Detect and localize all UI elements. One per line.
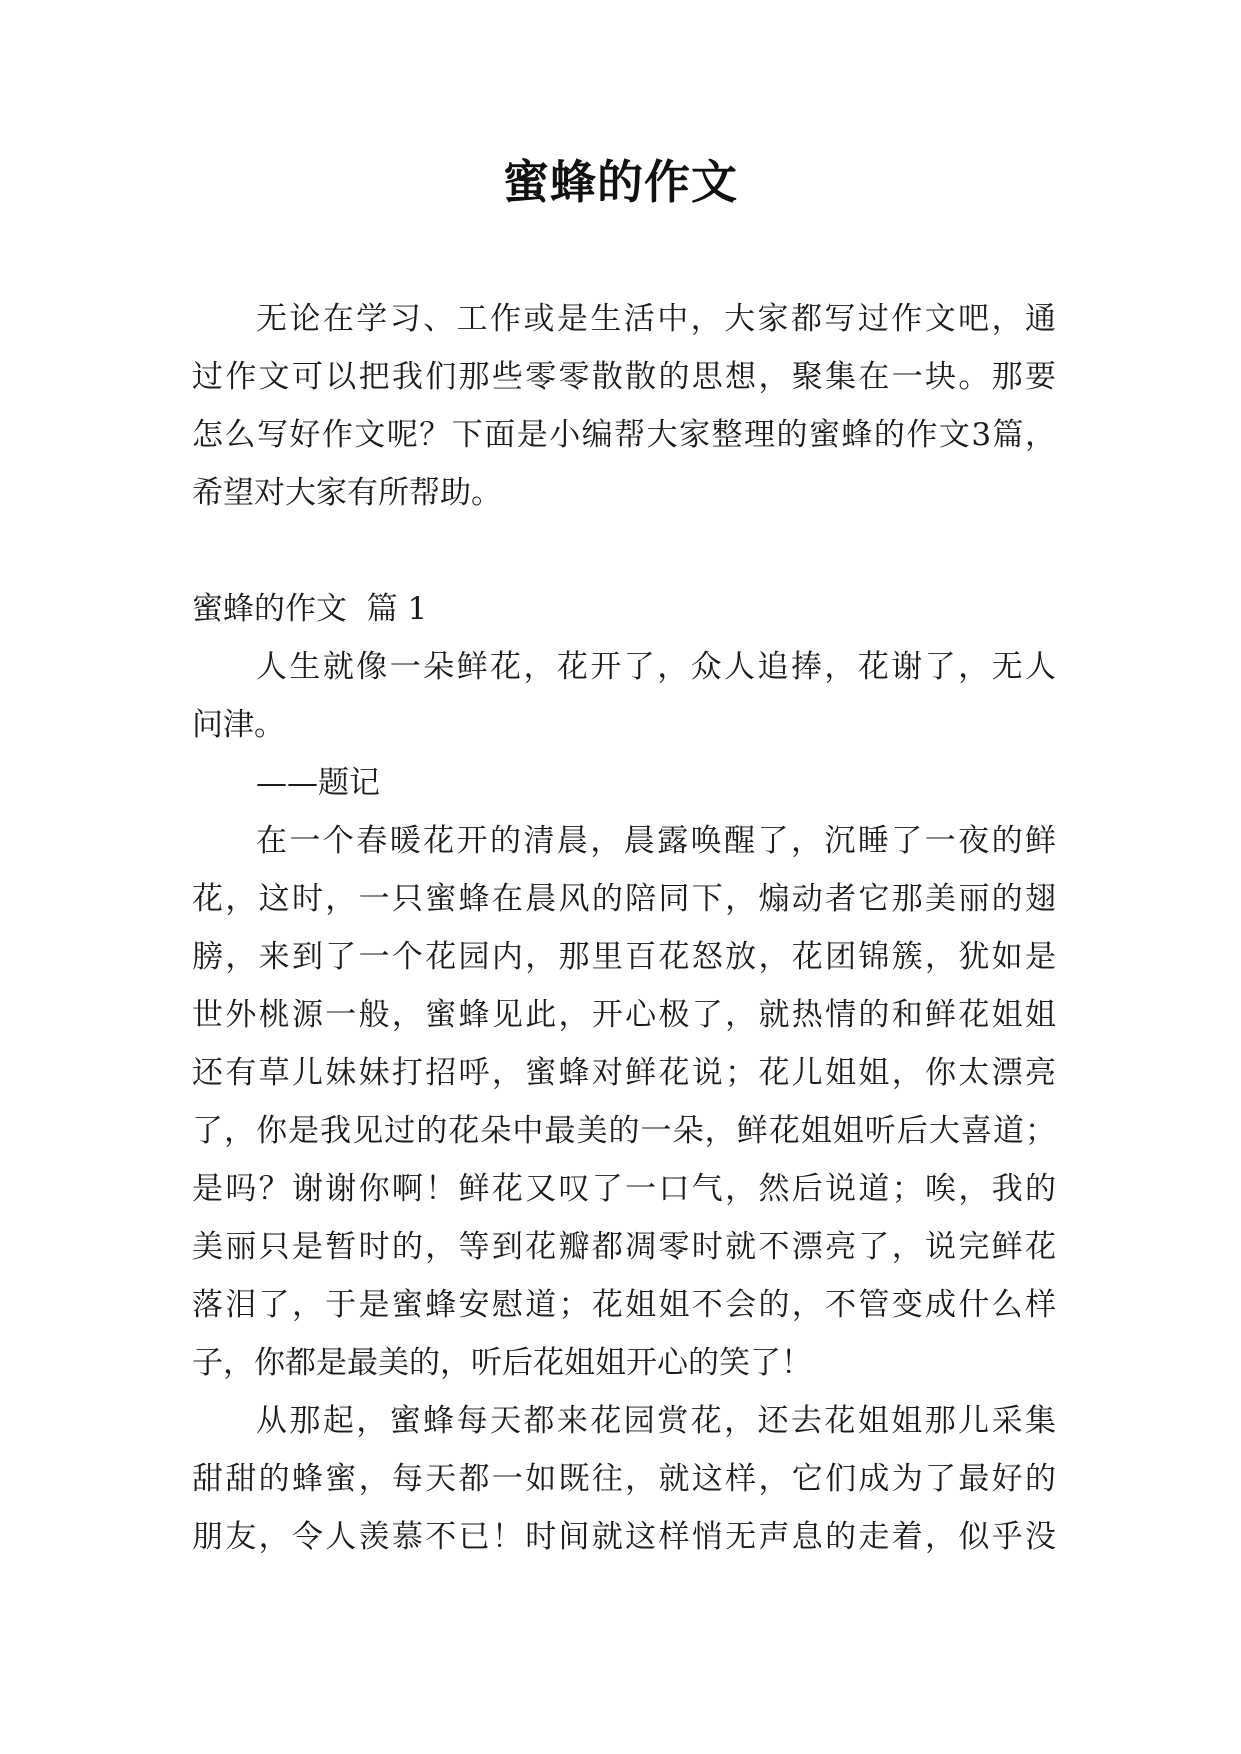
text-line: 无论在学习、工作或是生活中，大家都写过作文吧，通: [256, 301, 1056, 337]
text-line: 美丽只是暂时的，等到花瓣都凋零时就不漂亮了，说完鲜花: [192, 1229, 1056, 1265]
epigraph-attribution: ——题记: [256, 765, 380, 801]
body-paragraph: [192, 1392, 1056, 1566]
blank-line: [192, 522, 1056, 580]
text-line: 还有草儿妹妹打招呼，蜜蜂对鲜花说；花儿姐姐，你太漂亮: [192, 1055, 1056, 1091]
text-line: 朋友，令人羡慕不已！时间就这样悄无声息的走着，似乎没: [192, 1519, 1056, 1555]
text-line: 世外桃源一般，蜜蜂见此，开心极了，就热情的和鲜花姐姐: [192, 997, 1056, 1033]
text-line: 人生就像一朵鲜花，花开了，众人追捧，花谢了，无人: [256, 649, 1056, 685]
body-paragraph: [192, 812, 1056, 1392]
text-line: 甜甜的蜂蜜，每天都一如既往，就这样，它们成为了最好的: [192, 1461, 1056, 1497]
section-heading: 蜜蜂的作文 篇 1: [192, 591, 428, 627]
text-line: 了，你是我见过的花朵中最美的一朵，鲜花姐姐听后大喜道；: [192, 1113, 1056, 1149]
text-line: 问津。: [192, 707, 285, 743]
text-line: 是吗？谢谢你啊！鲜花又叹了一口气，然后说道；唉，我的: [192, 1171, 1056, 1207]
document-title: 蜜蜂的作文: [503, 155, 738, 209]
text-line: 膀，来到了一个花园内，那里百花怒放，花团锦簇，犹如是: [192, 939, 1056, 975]
text-line: 子，你都是最美的，听后花姐姐开心的笑了！: [192, 1345, 812, 1381]
text-line: 落泪了，于是蜜蜂安慰道；花姐姐不会的，不管变成什么样: [192, 1287, 1056, 1323]
text-line: 在一个春暖花开的清晨，晨露唤醒了，沉睡了一夜的鲜: [256, 823, 1056, 859]
text-line: 希望对大家有所帮助。: [192, 475, 502, 511]
document-body: [192, 290, 1056, 1566]
text-line: 从那起，蜜蜂每天都来花园赏花，还去花姐姐那儿采集: [256, 1403, 1056, 1439]
intro-paragraph: [192, 290, 1056, 522]
text-line: 过作文可以把我们那些零零散散的思想，聚集在一块。那要: [192, 359, 1056, 395]
text-line: 花，这时，一只蜜蜂在晨风的陪同下，煽动者它那美丽的翅: [192, 881, 1056, 917]
text-line: 怎么写好作文呢？下面是小编帮大家整理的蜜蜂的作文3篇，: [192, 417, 1056, 453]
epigraph-paragraph: [192, 638, 1056, 754]
